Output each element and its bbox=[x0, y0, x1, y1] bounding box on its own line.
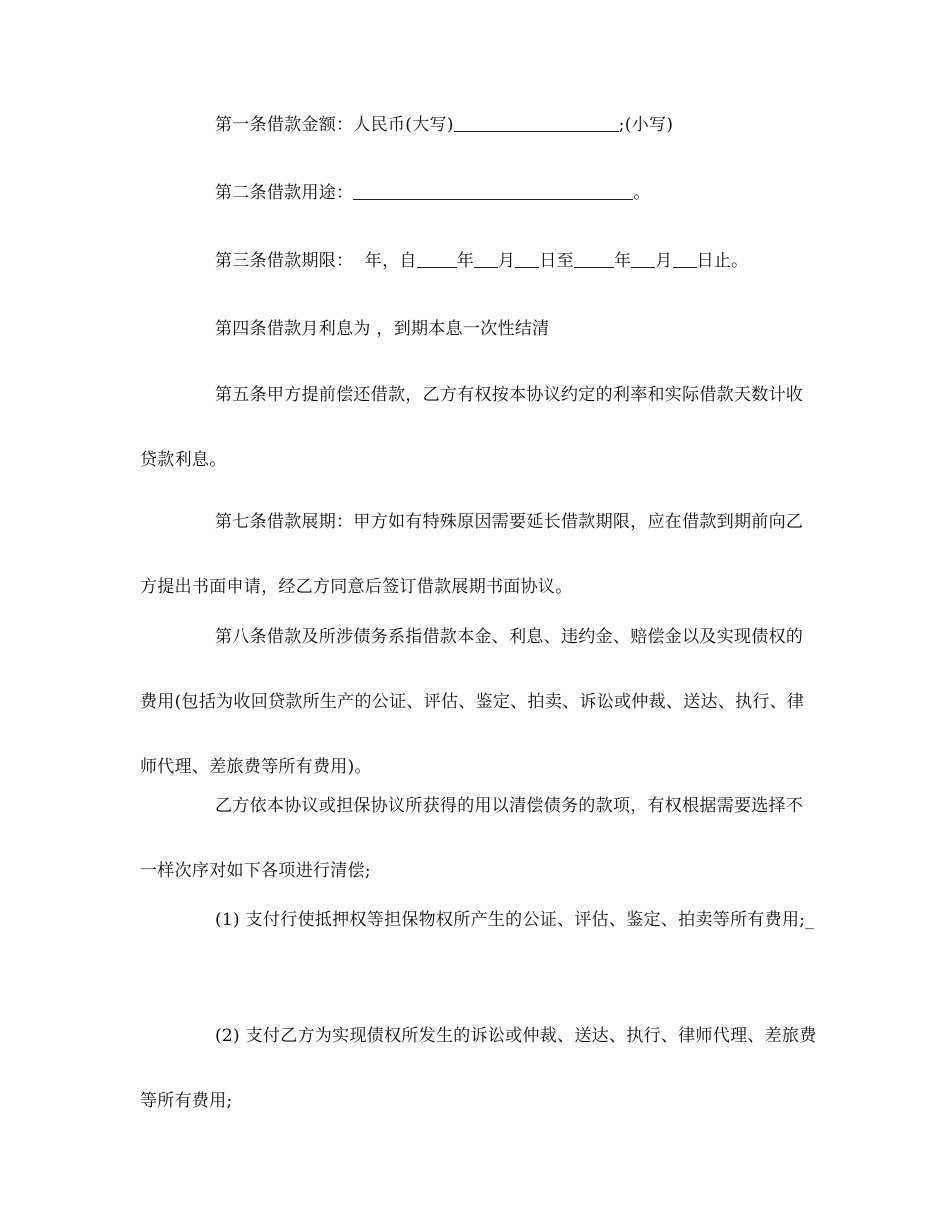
article-8: 第八条借款及所涉债务系指借款本金、利息、违约金、赔偿金以及实现债权的费用(包括为收回贷款所生产的公证、评估、鉴定、拍卖、诉讼或仲裁、送达、执行、律师代理、差旅费等所有费用)。 bbox=[140, 627, 805, 777]
article-3-year-label: 年 bbox=[456, 251, 475, 271]
start-year-blank bbox=[417, 251, 457, 268]
start-month-blank bbox=[474, 251, 498, 268]
document-page bbox=[140, 0, 820, 1230]
article-2-suffix: 。 bbox=[633, 183, 651, 203]
end-month-blank bbox=[631, 251, 655, 268]
article-3-day-to-label: 日至 bbox=[539, 251, 574, 271]
article-5: 第五条甲方提前偿还借款，乙方有权按本协议约定的利率和实际借款天数计收贷款利息。 bbox=[140, 385, 804, 470]
article-3-prefix: 第三条借款期限： 年，自 bbox=[215, 251, 417, 271]
repayment-item-2: (2) 支付乙方为实现债权所发生的诉讼或仲裁、送达、执行、律师代理、差旅费等所有费用; bbox=[140, 1026, 817, 1111]
article-4: 第四条借款月利息为 ，到期本息一次性结清 bbox=[215, 319, 550, 339]
repayment-order-paragraph: 乙方依本协议或担保协议所获得的用以清偿债务的款项，有权根据需要选择不一样次序对如下各项进行清偿; bbox=[140, 796, 804, 881]
article-1-line bbox=[215, 114, 673, 136]
start-day-blank bbox=[515, 251, 539, 268]
loan-purpose-blank bbox=[353, 183, 633, 200]
article-1-suffix: ;(小写) bbox=[618, 115, 674, 135]
article-3-month-label: 月 bbox=[498, 251, 516, 271]
article-3-end-year-label: 年 bbox=[613, 251, 632, 271]
end-year-blank bbox=[574, 251, 614, 268]
article-3-end-month-label: 月 bbox=[655, 251, 673, 271]
article-3-line bbox=[215, 250, 748, 272]
end-day-blank bbox=[673, 251, 697, 268]
article-2-line bbox=[215, 182, 651, 204]
repayment-item-1: (1) 支付行使抵押权等担保物权所产生的公证、评估、鉴定、拍卖等所有费用;_ bbox=[215, 910, 815, 930]
article-7: 第七条借款展期：甲方如有特殊原因需要延长借款期限，应在借款到期前向乙方提出书面申请，经乙方同意后签订借款展期书面协议。 bbox=[140, 512, 804, 597]
article-1-prefix: 第一条借款金额：人民币(大写) bbox=[215, 115, 454, 135]
amount-uppercase-blank bbox=[454, 115, 619, 132]
article-2-prefix: 第二条借款用途： bbox=[215, 183, 354, 203]
article-3-end-day-label: 日止。 bbox=[696, 251, 749, 271]
